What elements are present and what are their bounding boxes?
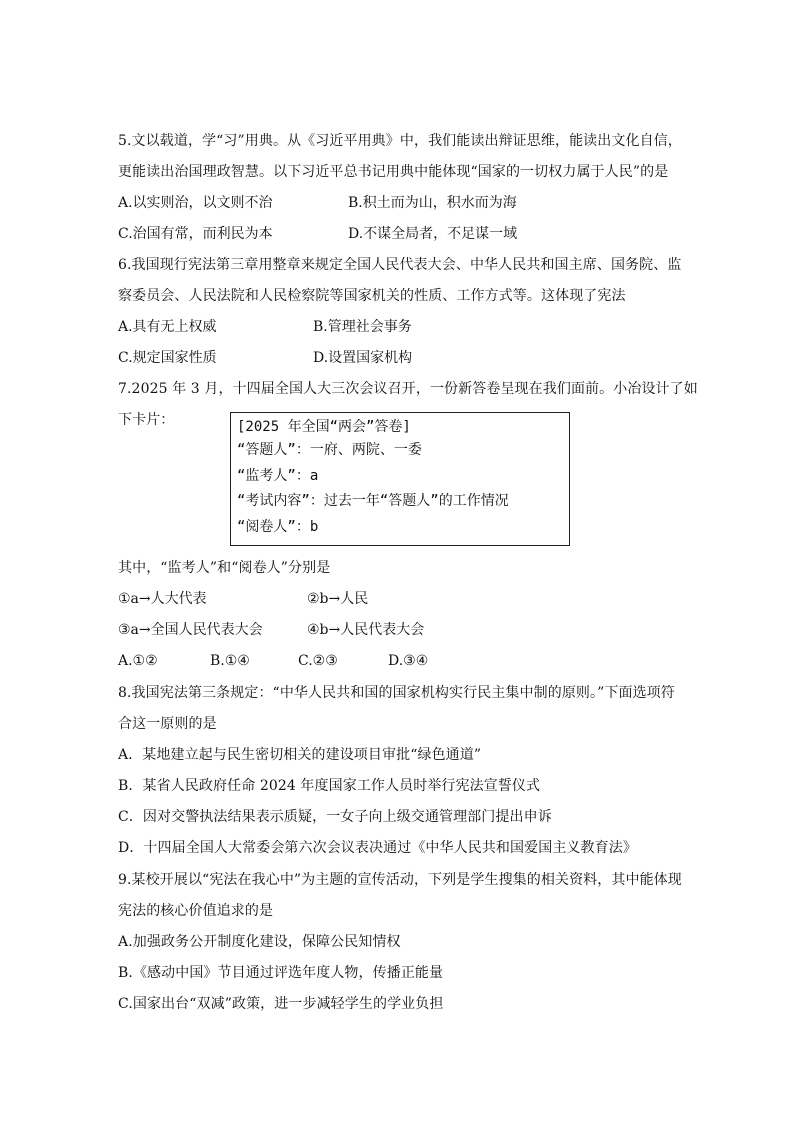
- q9-option-c: C.国家出台“双减”政策，进一步减轻学生的学业负担: [118, 996, 444, 1012]
- q5-stem-line-2: 更能读出治国理政智慧。以下习近平总书记用典中能体现“国家的一切权力属于人民”的是: [118, 164, 669, 180]
- q7-followup: 其中，“监考人”和“阅卷人”分别是: [118, 560, 331, 576]
- q9-stem-line-1: 9.某校开展以“宪法在我心中”为主题的宣传活动，下列是学生搜集的相关资料，其中能体现: [118, 872, 682, 888]
- q7-stem-line-1: 7.2025 年 3 月，十四届全国人大三次会议召开，一份新答卷呈现在我们面前。小冶设计了如: [118, 381, 698, 397]
- q6-option-b: B.管理社会事务: [313, 319, 412, 335]
- q9-option-b: B.《感动中国》节目通过评选年度人物，传播正能量: [118, 965, 444, 981]
- q5-option-d: D.不谋全局者，不足谋一域: [348, 226, 518, 242]
- q7-option-c: C.②③: [298, 653, 338, 669]
- q8-option-d: D．十四届全国人大常委会第六次会议表决通过《中华人民共和国爱国主义教育法》: [118, 840, 637, 856]
- q6-option-a: A.具有无上权威: [118, 319, 217, 335]
- q7-stem-line-2: 下卡片：: [118, 412, 175, 428]
- q7-option-a: A.①②: [118, 653, 158, 669]
- q7-option-d: D.③④: [388, 653, 429, 669]
- q6-option-c: C.规定国家性质: [118, 350, 217, 366]
- q7-item-2: ②b→人民: [307, 591, 369, 607]
- card-row-grader: “阅卷人”：b: [237, 519, 319, 535]
- q7-answer-card: [230, 412, 570, 546]
- q6-option-d: D.设置国家机构: [313, 350, 413, 366]
- q7-item-4: ④b→人民代表大会: [307, 622, 425, 638]
- q6-stem-line-2: 察委员会、人民法院和人民检察院等国家机关的性质、工作方式等。这体现了宪法: [118, 288, 626, 304]
- q7-option-b: B.①④: [210, 653, 250, 669]
- q8-option-a: A．某地建立起与民生密切相关的建设项目审批“绿色通道”: [118, 747, 482, 763]
- q6-stem-line-1: 6.我国现行宪法第三章用整章来规定全国人民代表大会、中华人民共和国主席、国务院、监: [118, 257, 682, 273]
- q9-option-a: A.加强政务公开制度化建设，保障公民知情权: [118, 934, 401, 950]
- q8-stem-line-1: 8.我国宪法第三条规定：“中华人民共和国的国家机构实行民主集中制的原则。”下面选项符: [118, 685, 675, 701]
- q5-option-a: A.以实则治，以文则不治: [118, 195, 273, 211]
- card-row-content: “考试内容”：过去一年“答题人”的工作情况: [237, 493, 509, 509]
- card-title: [2025 年全国“两会”答卷]: [237, 419, 411, 435]
- card-row-answerer: “答题人”：一府、两院、一委: [237, 442, 422, 458]
- q8-option-c: C．因对交警执法结果表示质疑，一女子向上级交通管理部门提出申诉: [118, 809, 552, 825]
- q7-item-1: ①a→人大代表: [118, 591, 207, 607]
- q7-item-3: ③a→全国人民代表大会: [118, 622, 263, 638]
- q5-option-b: B.积土而为山，积水而为海: [348, 195, 517, 211]
- q5-stem-line-1: 5.文以载道，学“习”用典。从《习近平用典》中，我们能读出辩证思维，能读出文化自信，: [118, 133, 682, 149]
- card-row-proctor: “监考人”：a: [237, 468, 319, 484]
- q5-option-c: C.治国有常，而利民为本: [118, 226, 273, 242]
- q9-stem-line-2: 宪法的核心价值追求的是: [118, 903, 274, 919]
- q8-stem-line-2: 合这一原则的是: [118, 716, 217, 732]
- q8-option-b: B．某省人民政府任命 2024 年度国家工作人员时举行宪法宣誓仪式: [118, 778, 541, 794]
